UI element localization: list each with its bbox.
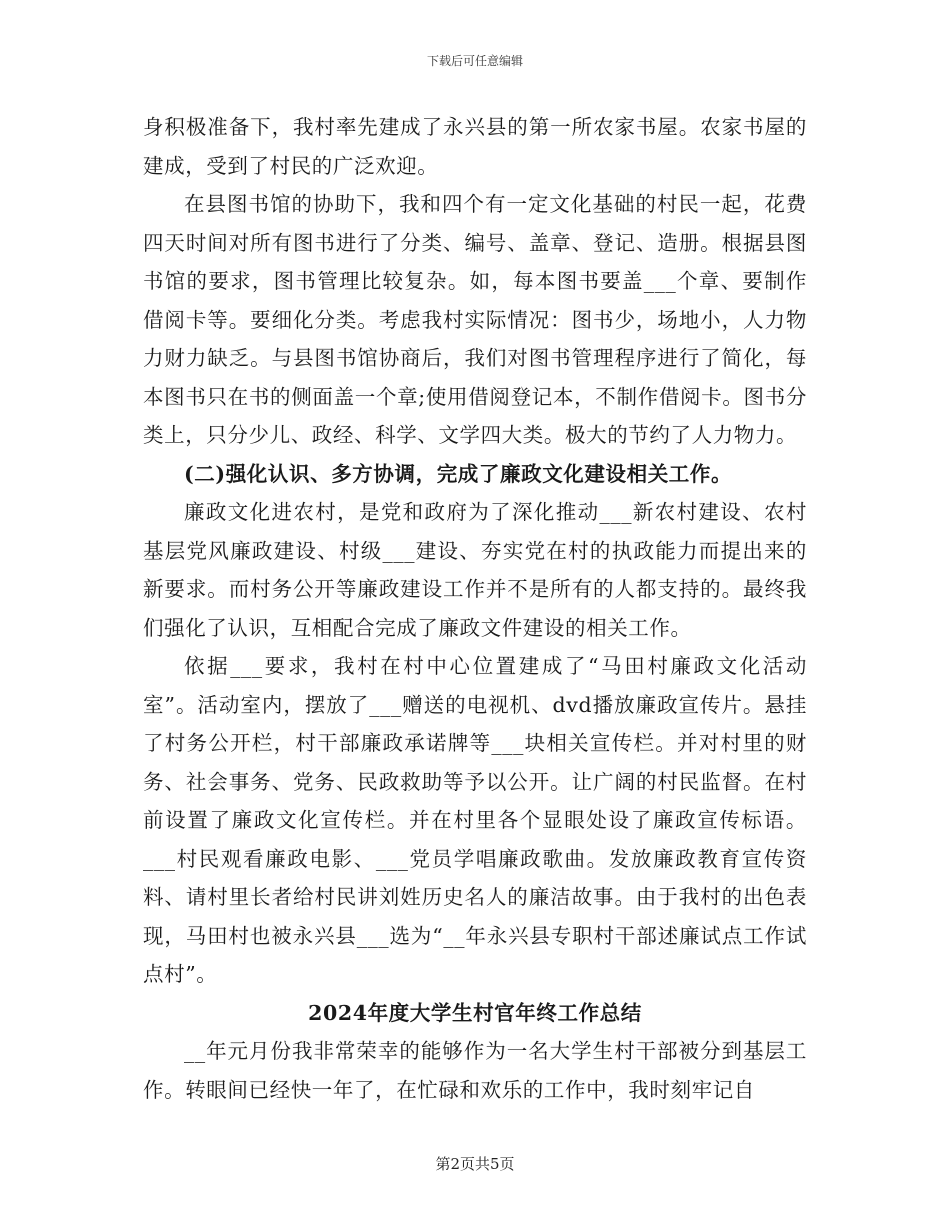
- paragraph-clean-governance: 廉政文化进农村，是党和政府为了深化推动___新农村建设、农村基层党风廉政建设、村级___建设、夯实党在村的执政能力而提出来的新要求。而村务公开等廉政建设工作并不是所有的人都支持的。最终我们强化了认识，互相配合完成了廉政文件建设的相关工作。: [143, 500, 807, 640]
- section-heading: (二)强化认识、多方协调，完成了廉政文化建设相关工作。: [184, 461, 733, 486]
- paragraph-activity-room: 依据___要求，我村在村中心位置建成了“马田村廉政文化活动室”。活动室内，摆放了___赠送的电视机、dvd播放廉政宣传片。悬挂了村务公开栏，村干部廉政承诺牌等___块相关宣传栏。并对村里的财务、社会事务、党务、民政救助等予以公开。让广阔的村民监督。在村前设置了廉政文化宣传栏。并在村里各个显眼处设了廉政宣传标语。___村民观看廉政电影、___党员学唱廉政歌曲。发放廉政教育宣传资料、请村里长者给村民讲刘姓历史名人的廉洁故事。由于我村的出色表现，马田村也被永兴县___选为“__年永兴县专职村干部述廉试点工作试点村”。: [143, 654, 807, 986]
- paragraph-library-management: 在县图书馆的协助下，我和四个有一定文化基础的村民一起，花费四天时间对所有图书进行了分类、编号、盖章、登记、造册。根据县图书馆的要求，图书管理比较复杂。如，每本图书要盖___个章、要制作借阅卡等。要细化分类。考虑我村实际情况：图书少，场地小，人力物力财力缺乏。与县图书馆协商后，我们对图书管理程序进行了简化，每本图书只在书的侧面盖一个章;使用借阅登记本，不制作借阅卡。图书分类上，只分少儿、政经、科学、文学四大类。极大的节约了人力物力。: [143, 192, 807, 447]
- paragraph-year-summary: __年元月份我非常荣幸的能够作为一名大学生村干部被分到基层工作。转眼间已经快一年了，在忙碌和欢乐的工作中，我时刻牢记自: [143, 1039, 807, 1102]
- page-footer: 第2页共5页: [435, 1155, 515, 1173]
- paragraph-continuation: 身积极准备下，我村率先建成了永兴县的第一所农家书屋。农家书屋的建成，受到了村民的广泛欢迎。: [143, 115, 807, 178]
- document-body: [143, 108, 807, 1109]
- page-header: 下载后可任意编辑: [426, 54, 523, 68]
- document-title: 2024年度大学生村官年终工作总结: [308, 1000, 642, 1025]
